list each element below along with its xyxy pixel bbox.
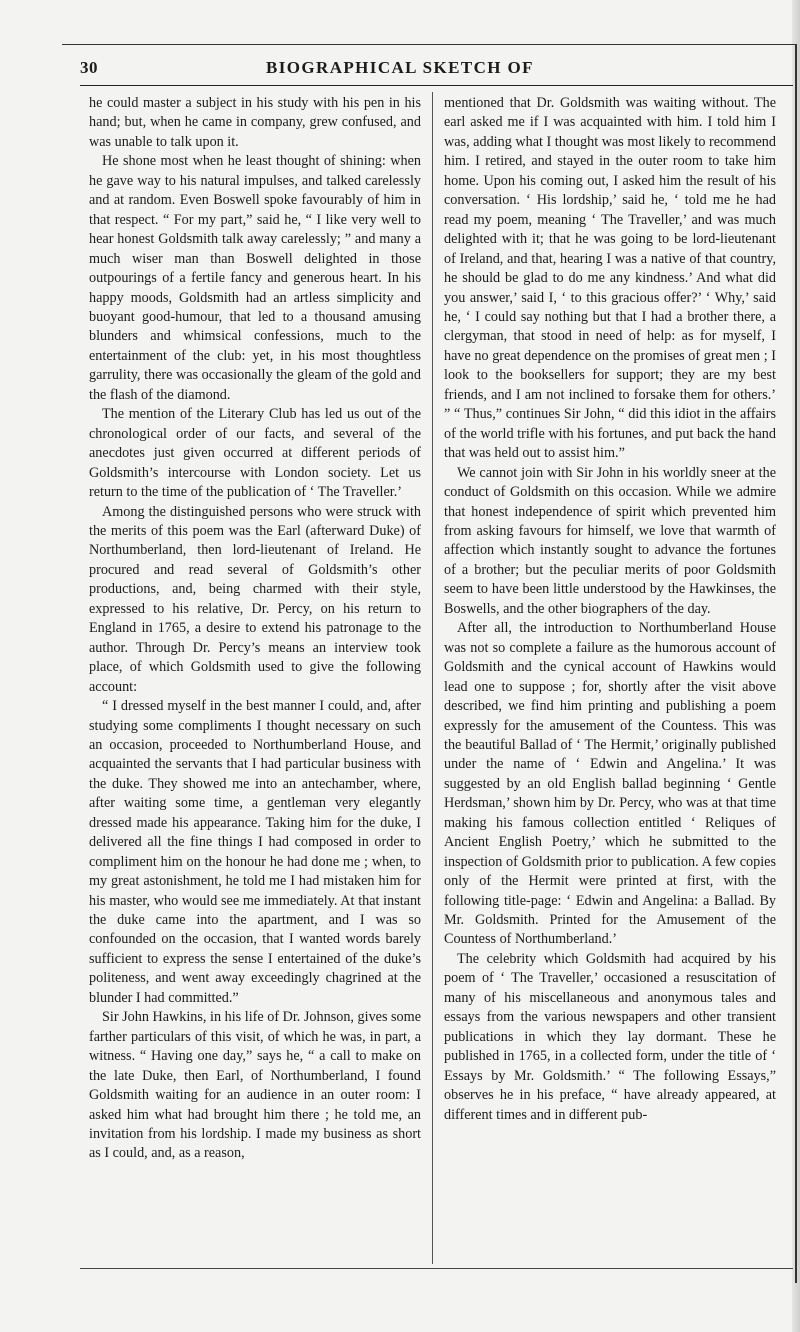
right-column	[444, 94, 776, 1125]
paragraph: mentioned that Dr. Goldsmith was waiting without. The earl asked me if I was acquainted with him. I told him I was, adding what I thought was most likely to recommend him. I retired, and stayed in the outer room to take him home. Upon his coming out, I asked him the result of his conversation. ‘ His lordship,’ said he, ‘ told me he had read my poem, meaning ‘ The Traveller,’ and was much delighted with it; that he was going to be lord-lieutenant of Ireland, and that, hearing I was a native of that country, he should be glad to do me any kindness.’ And what did you answer,’ said I, ‘ to this gracious offer?’ ‘ Why,’ said he, ‘ I could say nothing but that I had a brother there, a clergyman, that stood in need of help: as for myself, I have no great dependence on the promises of great men ; I look to the booksellers for support; they are my best friends, and I am not inclined to forsake them for others.’ ” “ Thus,” continues Sir John, “ did this idiot in the affairs of the world trifle with his fortunes, and put back the hand that was held out to assist him.”	[444, 95, 776, 462]
paragraph: “ I dressed myself in the best manner I could, and, after studying some compliments I thought necessary on such an occasion, proceeded to Northumberland House, and acquainted the servants that I had particular business with the duke. They showed me into an antechamber, where, after waiting some time, a gentleman very elegantly dressed made his appearance. Taking him for the duke, I delivered all the fine things I had composed in order to compliment him on the honour he had done me ; when, to my great astonishment, he told me I had mistaken him for his master, who would see me immediately. At that instant the duke came into the apartment, and I was so confounded on the occasion, that I wanted words barely sufficient to express the sense I entertained of the duke’s politeness, and went away exceedingly chagrined at the blunder I had committed.”	[89, 698, 421, 1006]
header-rule	[80, 85, 793, 86]
paragraph: He shone most when he least thought of shining: when he gave way to his natural impulses, and talked carelessly and at random. Even Boswell spoke favourably of him in that respect. “ For my part,” said he, “ I like very well to hear honest Goldsmith talk away carelessly; ” and many a much wiser man than Boswell delighted in those outpourings of a fertile fancy and generous heart. In his happy moods, Goldsmith had an artless simplicity and buoyant good-humour, that led to a thousand amusing blunders and whimsical confessions, much to the entertainment of the club: yet, in his most thoughtless garrulity, there was occasionally the gleam of the gold and the flash of the diamond.	[89, 153, 421, 403]
paragraph: Among the distinguished persons who were struck with the merits of this poem was the Earl (afterward Duke) of Northumberland, then lord-lieutenant of Ireland. He procured and read several of Goldsmith’s other productions, and, being charmed with their style, expressed to his relative, Dr. Percy, on his return to England in 1765, a desire to extend his patronage to the author. Through Dr. Percy’s means an interview took place, of which Goldsmith used to give the following account:	[89, 503, 421, 695]
running-title: BIOGRAPHICAL SKETCH OF	[266, 58, 534, 77]
paragraph: Sir John Hawkins, in his life of Dr. Johnson, gives some farther particulars of this visit, of which he was, in part, a witness. “ Having one day,” says he, “ a call to make on the late Duke, then Earl, of Northumberland, I found Goldsmith waiting for an audience in an outer room: I asked him what had brought him there ; he told me, an invitation from his lordship. I made my business as short as I could, and, as a reason,	[89, 1009, 421, 1162]
paragraph: The mention of the Literary Club has led us out of the chronological order of our facts, and several of the anecdotes just given occurred at different periods of Goldsmith’s intercourse with London society. Let us return to the time of the publication of ‘ The Traveller.’	[89, 406, 421, 501]
paragraph: The celebrity which Goldsmith had acquired by his poem of ‘ The Traveller,’ occasioned a resuscitation of many of his miscellaneous and anonymous tales and essays from the various newspapers and other transient publications in which they lay dormant. These he published in 1765, in a collected form, under the title of ‘ Essays by Mr. Goldsmith.’ “ The following Essays,” observes he in his preface, “ have already appeared, at different times and in different pub-	[444, 950, 776, 1123]
bottom-rule	[80, 1268, 793, 1269]
page-number: 30	[80, 58, 98, 77]
paragraph: After all, the introduction to Northumberland House was not so complete a failure as the humorous account of Goldsmith and the cynical account of Hawkins would lead one to suppose ; for, shortly after the visit above described, we find him printing and publishing a poem expressly for the amusement of the Countess. This was the beautiful Ballad of ‘ The Hermit,’ originally published under the name of ‘ Edwin and Angelina.’ It was suggested by an old English ballad beginning ‘ Gentle Herdsman,’ shown him by Dr. Percy, who was at that time making his famous collection entitled ‘ Reliques of Ancient English Poetry,’ which he submitted to the inspection of Goldsmith prior to publication. A few copies only of the Hermit were printed at first, with the following title-page: ‘ Edwin and Angelina: a Ballad. By Mr. Goldsmith. Printed for the Amusement of the Countess of Northumberland.’	[444, 620, 776, 948]
paragraph: We cannot join with Sir John in his worldly sneer at the conduct of Goldsmith on this occasion. While we admire that honest independence of spirit which prevented him from asking favours for himself, we love that warmth of affection which instantly sought to advance the fortunes of a brother; but the peculiar merits of poor Goldsmith seem to have been little understood by the Hawkinses, the Boswells, and the other biographers of the day.	[444, 464, 776, 617]
paragraph: he could master a subject in his study with his pen in his hand; but, when he came in company, grew confused, and was unable to talk upon it.	[89, 95, 421, 150]
left-column	[89, 94, 421, 1164]
column-divider	[432, 92, 433, 1264]
